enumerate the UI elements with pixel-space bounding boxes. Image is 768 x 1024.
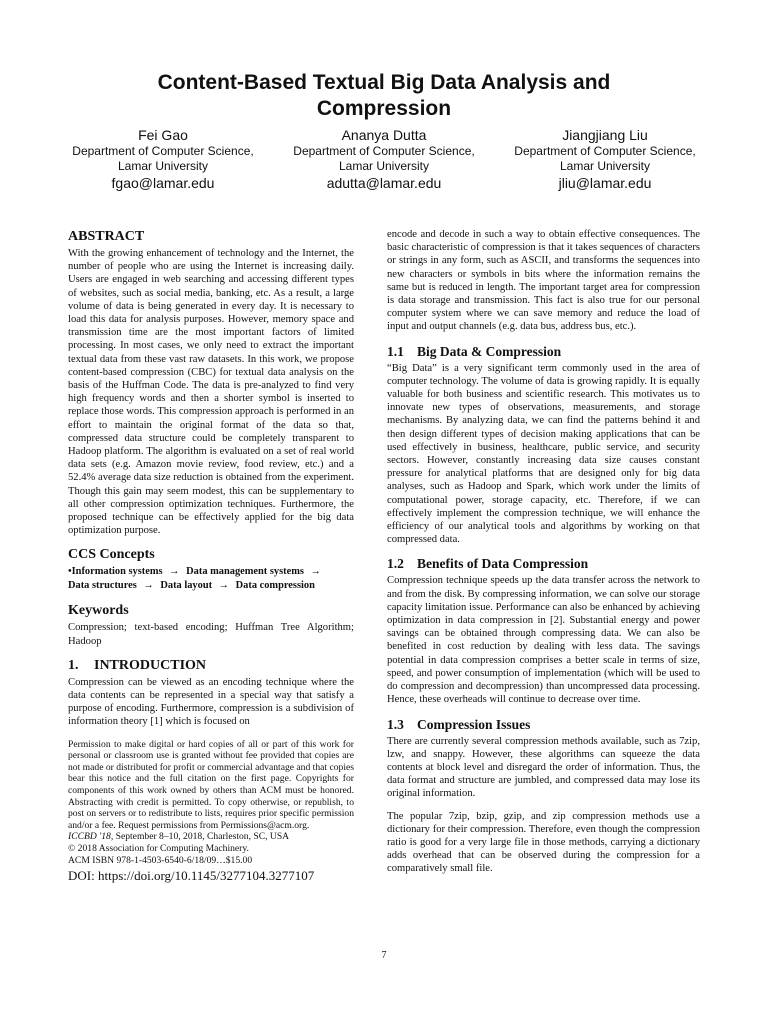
- right-column: [387, 228, 700, 876]
- venue-line: [68, 831, 354, 843]
- section-title: Big Data & Compression: [417, 343, 562, 359]
- ccs-term: Data management systems: [186, 566, 304, 578]
- ccs-term: Information systems: [71, 566, 163, 578]
- keywords-text: Compression; text-based encoding; Huffman Tree Algorithm; Hadoop: [68, 622, 354, 647]
- keywords-heading: Keywords: [68, 603, 129, 619]
- doi-link[interactable]: DOI: https://doi.org/10.1145/3277104.3277107: [68, 868, 315, 884]
- ccs-term: Data layout: [160, 580, 213, 592]
- author-block: [58, 126, 710, 192]
- author-university: Lamar University: [559, 159, 651, 173]
- author-name: Jiangjiang Liu: [562, 127, 648, 143]
- section-1-3-heading: [387, 716, 700, 733]
- author-department: Department of Computer Science,: [514, 144, 696, 158]
- author-university: Lamar University: [117, 159, 209, 173]
- ccs-bullet: •: [68, 566, 72, 578]
- author-university: Lamar University: [338, 159, 430, 173]
- page-number: 7: [381, 950, 387, 961]
- left-column: [68, 228, 354, 884]
- permission-block: [68, 739, 354, 885]
- section-1-1-text: “Big Data” is a very significant term commonly used in the area of computer technology. The volume of data is growing rapidly. It is equally valuable for both business and scientific research. This motivates us to innovate new types of observations, measurements, and storage mechanisms. By analyzing data, we can find the patterns behind it and then design different types of decision making applications that can be used effectively in business, healthcare, public service, and security sectors. However, constantly increasing data size causes constant pressure for analytical platforms that are designed only for big data analyses, such as Hadoop and Spark, which work under the limits of computational power, storage capacity, etc. Therefore, if we can effectively implement the compression technique, we will enhance the efficiency of our analytical tools and algorithms by working on that compressed data.: [387, 362, 700, 546]
- author-3: [500, 126, 710, 192]
- author-name: Ananya Dutta: [341, 127, 427, 143]
- ccs-heading: CCS Concepts: [68, 547, 155, 563]
- ccs-term: Data structures: [68, 580, 137, 592]
- arrow-icon: →: [143, 580, 154, 592]
- copyright-line: © 2018 Association for Computing Machinery.: [68, 843, 249, 855]
- venue-details: , September 8–10, 2018, Charleston, SC, USA: [110, 831, 290, 843]
- ccs-concepts: [68, 565, 354, 593]
- arrow-icon: →: [218, 580, 230, 592]
- author-email: adutta@lamar.edu: [326, 175, 442, 191]
- author-email: fgao@lamar.edu: [111, 175, 215, 191]
- author-department: Department of Computer Science,: [72, 144, 254, 158]
- arrow-icon: →: [310, 566, 321, 578]
- ccs-line-1: [68, 565, 354, 579]
- venue-name: ICCBD '18: [68, 831, 111, 843]
- author-2: [279, 126, 489, 192]
- abstract-text: With the growing enhancement of technology and the Internet, the number of people who are using the Internet is increasing daily. Users are engaged in web searching and accessing different types of websites, such as social media, banking, etc. As a result, a large volume of data is being generated in every day. It is necessary to load this data for analysis purposes. However, memory space and transmission time are the most important factors of limited processing. In most cases, we only need to extract the important textual data from these vast raw datasets. In this work, we propose content-based compression (CBC) for textual data analysis on the basis of the Huffman Code. The data is pre-analyzed to find very high frequency words and then a shorter symbol is inserted to replace those words. This compression approach is performed in an effort to maintain the original format of the data so that, compressed data structure could be completely transparent to Hadoop platform. The algorithm is evaluated on a set of real world data sets (e.g. Amazon movie review, food review, etc.) and a 52.4% average data size reduction is obtained from the experiment. Though this gain may seem modest, this can be supplementary to all other compression optimization techniques. Furthermore, the proposed technique can be effectively applied for the big data optimization purpose.: [68, 248, 354, 537]
- section-1-2-heading: [387, 555, 700, 572]
- ccs-term: Data compression: [235, 580, 315, 592]
- author-department: Department of Computer Science,: [293, 144, 475, 158]
- introduction-continued: encode and decode in such a way to obtain effective consequences. The basic characteristic of compression is that it takes sequences of characters or strings in any form, such as ASCII, and transforms the sequences into new characters or symbols in bits where the information remains the same but is reduced in length. The important target area for compression is data storage and transmission. This fact is also true for our personal computer system where we can save memory and reduce the load of input and output channels (e.g. data bus, address bus, etc.).: [387, 229, 700, 333]
- section-1-1-heading: [387, 343, 700, 360]
- section-1-3-text-2: The popular 7zip, bzip, gzip, and zip compression methods use a dictionary for their compression. Therefore, even though the compression ratio is good for a very large file in those methods, carrying a dictionary adds overhead that can be observed during the compression for a comparatively small file.: [387, 810, 700, 875]
- section-title: Benefits of Data Compression: [417, 556, 589, 572]
- section-1-3-text-1: There are currently several compression methods available, such as 7zip, lzw, and snappy. However, these algorithms can squeeze the data contents at block level and disregard the order of information. Thus, the data format and structure are jumbled, and compressed data may lose its original information.: [387, 735, 700, 800]
- introduction-heading: [68, 657, 354, 674]
- section-1-2-text: Compression technique speeds up the data transfer across the network to and from the disk. By compressing information, we can solve our storage capacity limitation issue. Performance can also be enhanced by achieving optimization in data compression in [2]. Substantial energy and power savings can be obtained through compressing data. We can also be benefited in cost reduction by dealing with less data. The savings potential in data compression comprises a better scale in terms of size, speed, and power consumption of implementation (which will be used to do compression and decompression) than uncompressed data processing. Hence, these overheads will continue to decrease over time.: [387, 575, 700, 706]
- section-number: 1.1: [387, 343, 404, 359]
- paper-title: Content-Based Textual Big Data Analysis and Compression: [157, 71, 611, 120]
- permission-text: Permission to make digital or hard copies of all or part of this work for personal or classroom use is granted without fee provided that copies are not made or distributed for profit or commercial advantage and that copies bear this notice and the full citation on the first page. Copyrights for components of this work owned by others than ACM must be honored. Abstracting with credit is permitted. To copy otherwise, or republish, to post on servers or to redistribute to lists, requires prior specific permission and/or a fee. Request permissions from Permissions@acm.org.: [68, 738, 354, 831]
- section-title: Compression Issues: [417, 716, 531, 732]
- ccs-line-2: [68, 579, 354, 593]
- isbn-line: ACM ISBN 978-1-4503-6540-6/18/09…$15.00: [68, 854, 253, 866]
- author-name: Fei Gao: [138, 127, 188, 143]
- author-1: [58, 126, 268, 192]
- arrow-icon: →: [169, 566, 180, 578]
- section-title: INTRODUCTION: [94, 657, 207, 673]
- introduction-text: Compression can be viewed as an encoding technique where the data contents can be represented in a special way that satisfy a purpose of encoding. Furthermore, compression is a subdivision of information theory [1] which is focused on: [68, 676, 354, 728]
- section-number: 1.: [68, 657, 79, 673]
- author-email: jliu@lamar.edu: [558, 175, 652, 191]
- section-number: 1.2: [387, 556, 404, 572]
- section-number: 1.3: [387, 716, 404, 732]
- abstract-heading: ABSTRACT: [68, 229, 145, 244]
